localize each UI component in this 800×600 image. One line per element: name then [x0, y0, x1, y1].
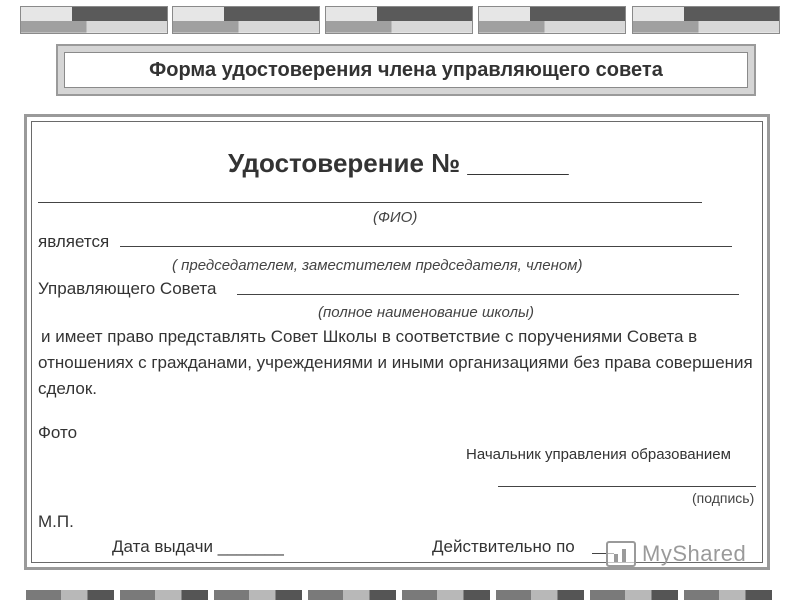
rights-text: и имеет право представлять Совет Школы в соответствие с поручениями Совета в отношениях с гражданами, учреждениями и иными организациями без права совершения сделок.: [38, 327, 753, 398]
certificate-title: Удостоверение № _______: [228, 148, 569, 178]
fio-hint: (ФИО): [373, 209, 418, 226]
rights-paragraph: [38, 324, 758, 402]
stripe-block: [20, 6, 168, 34]
bottom-decorative-stripes: [0, 590, 800, 600]
title-banner: [56, 44, 756, 96]
photo-label: Фото: [38, 423, 78, 442]
stripe-block: [325, 6, 473, 34]
stripe-block: [478, 6, 626, 34]
stripe-block: [402, 590, 490, 600]
head-label: Начальник управления образованием: [466, 446, 731, 463]
school-hint: (полное наименование школы): [318, 304, 534, 321]
stripe-block: [496, 590, 584, 600]
stripe-block: [308, 590, 396, 600]
stripe-block: [214, 590, 302, 600]
stripe-block: [590, 590, 678, 600]
stamp-label: М.П.: [38, 512, 74, 531]
stripe-block: [684, 590, 772, 600]
stripe-block: [172, 6, 320, 34]
signature-hint: (подпись): [692, 490, 755, 506]
signature-line: [498, 486, 756, 487]
role-hint: ( председателем, заместителем председателя, членом): [172, 257, 583, 274]
top-decorative-stripes: [0, 4, 800, 34]
is-label: является: [38, 232, 110, 251]
banner-title: Форма удостоверения члена управляющего совета: [64, 52, 748, 88]
role-line: [120, 246, 732, 247]
issue-date-label: Дата выдачи _______: [112, 537, 284, 556]
school-line: [237, 294, 739, 295]
watermark-text: MyShared: [642, 541, 747, 566]
myshared-watermark: [606, 536, 766, 572]
stripe-block: [632, 6, 780, 34]
council-label: Управляющего Совета: [38, 279, 217, 298]
stripe-block: [120, 590, 208, 600]
presentation-chart-icon: [606, 541, 636, 567]
fio-line: [38, 202, 702, 203]
valid-until-label: Действительно по: [432, 537, 575, 556]
stripe-block: [26, 590, 114, 600]
